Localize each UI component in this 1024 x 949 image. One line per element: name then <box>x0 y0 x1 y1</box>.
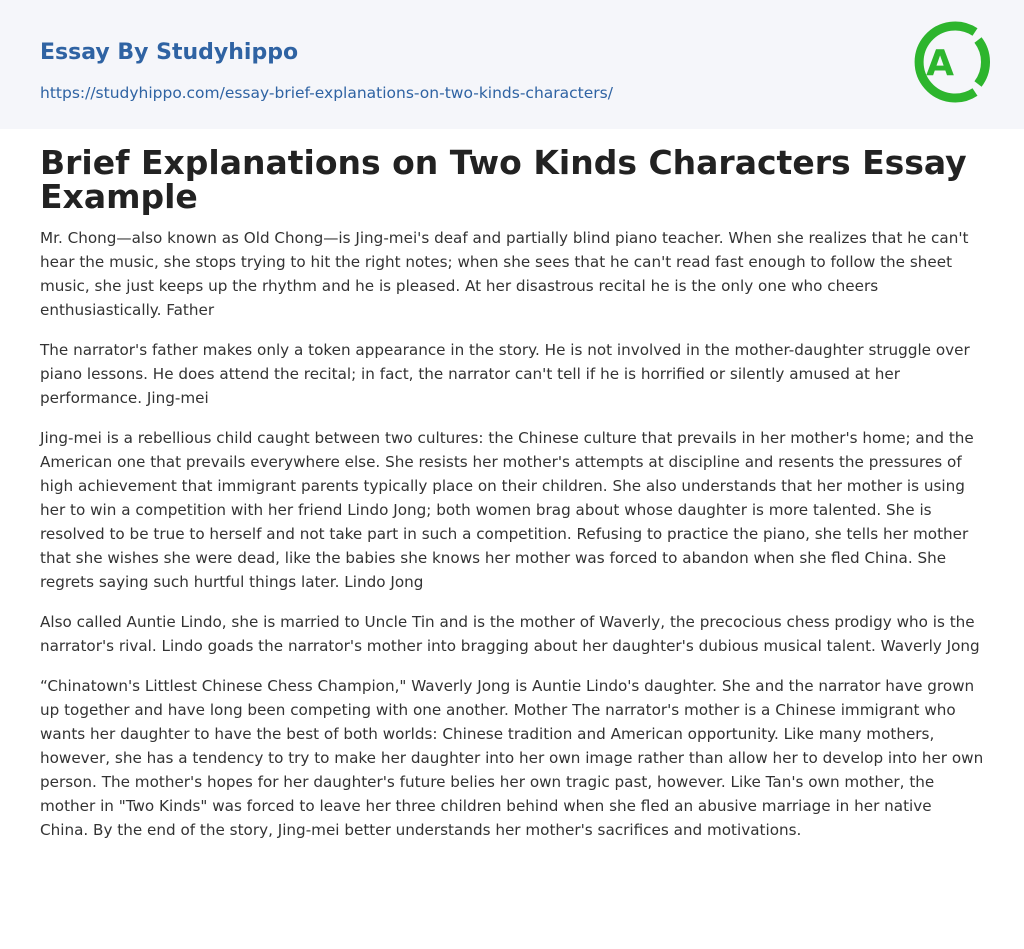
paragraph: Mr. Chong—also known as Old Chong—is Jing-mei's deaf and partially blind piano teacher. When she realizes that he can't hear the music, she stops trying to hit the right notes; when she sees that he can't read fast enough to follow the sheet music, she just keeps up the rhythm and he is pleased. At her disastrous recital he is the only one who cheers enthusiastically. Father <box>40 229 969 319</box>
paragraph: The narrator's father makes only a token appearance in the story. He is not involved in the mother-daughter struggle over piano lessons. He does attend the recital; in fact, the narrator can't tell if he is horrified or silently amused at her performance. Jing-mei <box>40 341 970 407</box>
article-body <box>40 226 984 842</box>
paragraph: Also called Auntie Lindo, she is married to Uncle Tin and is the mother of Waverly, the precocious chess prodigy who is the narrator's rival. Lindo goads the narrator's mother into bragging about her daughter's dubious musical talent. Waverly Jong <box>40 613 980 655</box>
source-url-link[interactable]: https://studyhippo.com/essay-brief-explanations-on-two-kinds-characters/ <box>40 84 613 102</box>
studyhippo-logo-icon[interactable] <box>908 18 990 106</box>
paragraph: Jing-mei is a rebellious child caught between two cultures: the Chinese culture that prevails in her mother's home; and the American one that prevails everywhere else. She resists her mother's attempts at discipline and resents the pressures of high achievement that immigrant parents typically place on their children. She also understands that her mother is using her to win a competition with her friend Lindo Jong; both women brag about whose daughter is more talented. She is resolved to be true to herself and not take part in such a competition. Refusing to practice the piano, she tells her mother that she wishes she were dead, like the babies she knows her mother was forced to abandon when she fled China. She regrets saying such hurtful things later. Lindo Jong <box>40 429 974 591</box>
brand-title[interactable]: Essay By Studyhippo <box>40 40 299 65</box>
logo-letter: A <box>926 43 954 84</box>
article <box>40 143 984 858</box>
site-header <box>0 0 1024 129</box>
page-title: Brief Explanations on Two Kinds Characters Essay Example <box>40 143 967 216</box>
paragraph: “Chinatown's Littlest Chinese Chess Champion," Waverly Jong is Auntie Lindo's daughter. She and the narrator have grown up together and have long been competing with one another. Mother The narrator's mother is a Chinese immigrant who wants her daughter to have the best of both worlds: Chinese tradition and American opportunity. Like many mothers, however, she has a tendency to try to make her daughter into her own image rather than allow her to develop into her own person. The mother's hopes for her daughter's future belies her own tragic past, however. Like Tan's own mother, the mother in "Two Kinds" was forced to leave her three children behind when she fled an abusive marriage in her native China. By the end of the story, Jing-mei better understands her mother's sacrifices and motivations. <box>40 677 984 839</box>
